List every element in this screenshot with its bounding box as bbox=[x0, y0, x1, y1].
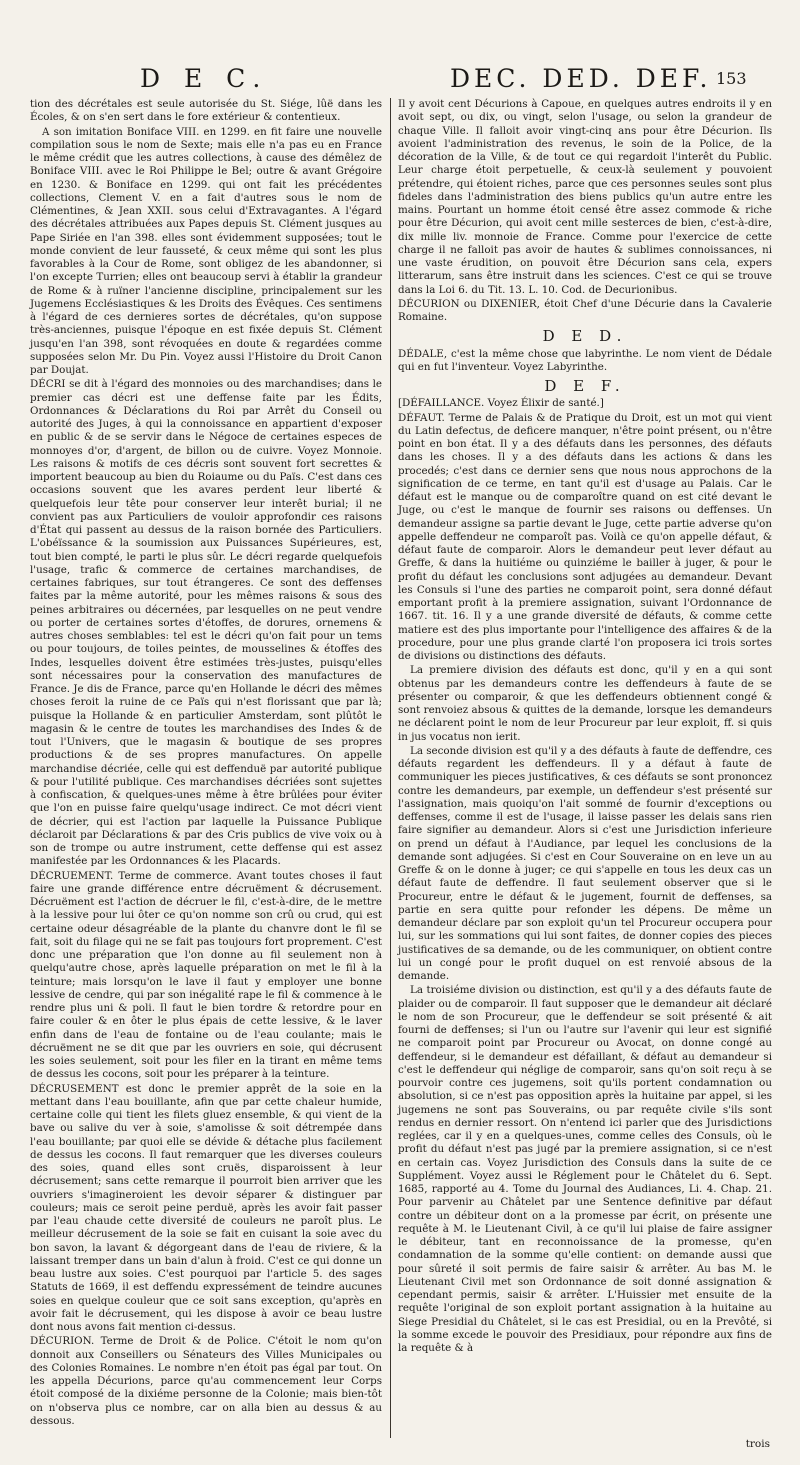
section-heading-ded: D E D. bbox=[542, 327, 628, 346]
entry-defaillance: [DÉFAILLANCE. Voyez Élixir de santé.] bbox=[398, 397, 604, 410]
entry-decri: DÉCRI se dit à l'égard des monnoies ou des marchandises; dans le premier cas décri est une deffense faite par les Édits, Ordonnances & Déclarations du Roi par Arrêt du Conseil ou autorité des Juges, à qui la connoissance en appartient d'exposer en public & de se servir dans le Négoce de certaines especes de monnoyes d'or, d'argent, de billon ou de cuivre. Voyez Monnoie. Les raisons & motifs de ces décris sont souvent fort secrettes & importent beaucoup au bien du Roiaume ou du Païs. C'est dans ces occasions souvent que les avares perdent leur liberté & quelquefois leur tête pour conserver leur interêt burial; il ne convient pas aux Particuliers de vouloir approfondir ces raisons d'État qui passent au dessus de la raison bornée des Particuliers. L'obéïssance & la soumission aux Puissances Supérieures, est, tout bien compté, le parti le plus sûr. Le décri regarde quelquefois l'usage, trafic & commerce de certaines marchandises, de certaines fabriques, sur tout étrangeres. Ce sont des deffenses faites par la même autorité, pour les mêmes raisons & sous des peines arbitraires ou décernées, par lesquelles on ne peut vendre ou porter de certaines sortes d'étoffes, de dorures, ornemens & autres choses semblables: tel est le décri qu'on fait pour un tems ou pour toujours, de toiles peintes, de mousselines & étoffes des Indes, lesquelles doivent être estimées très-justes, puisqu'elles sont nécessaires pour la conservation des manufactures de France. Je dis de France, parce qu'en Hollande le décri des mêmes choses feroit la ruine de ce Païs qui n'est florissant que par là; puisque la Hollande & en particulier Amsterdam, sont plûtôt le magasin & le centre de toutes les marchandises des Indes & de tout l'Univers, que le magasin & boutique de ses propres productions & de ses propres manufactures. On appelle marchandise décriée, celle qui est deffenduë par autorité publique & pour l'utilité publique. Ces marchandises décriées sont sujettes à confiscation, & quelques-unes même à être brûlées pour éviter que l'on en puisse faire quelqu'usage indirect. Ce mot décri vient de décrier, qui est l'action par laquelle la Puissance Publique déclaroit par Déclarations & par des Cris publics de vive voix ou à son de trompe ou autre instrument, cette deffense qui est assez manifestée par les Ordonnances & les Placards. bbox=[30, 378, 382, 868]
header-right-title: DEC. DED. DEF. bbox=[450, 64, 712, 93]
right-column bbox=[398, 98, 772, 1356]
header-left-title: D E C. bbox=[140, 64, 269, 93]
entry-decurion: DÉCURION. Terme de Droit & de Police. C'étoit le nom qu'on donnoit aux Conseillers ou Sénateurs des Villes Municipales ou des Colonies Romaines. Le nombre n'en étoit pas égal par tout. On les appella Décurions, parce qu'au commencement leur Corps étoit composé de la dixiéme personne de la Colonie; mais bien-tôt on n'observa plus ce nombre, car on alla bien au dessus & au dessous. bbox=[30, 1335, 382, 1427]
paragraph: A son imitation Boniface VIII. en 1299. en fit faire une nouvelle compilation sous le nom de Sexte; mais elle n'a pas eu en France le même crédit que les autres collections, à cause des démêlez de Boniface VIII. avec le Roi Philippe le Bel; outre & avant Grégoire en 1230. & Boniface en 1299. qui ont fait les précédentes collections, Clement V. en a fait d'autres sous le nom de Clémentines, & Jean XXII. sous celui d'Extravagantes. A l'égard des décrétales attribuées aux Papes depuis St. Clément jusques au Pape Siriée en l'an 398. elles sont évidemment supposées; tout le monde convient de leur fausseté, & ceux même qui sont les plus favorables à la Cour de Rome, sont obligez de les abandonner, si l'on excepte Turrien; elles ont beaucoup servi à établir la grandeur de Rome & à ruïner l'ancienne discipline, principalement sur les Jugemens Ecclésiastiques & les Droits des Évêques. Ces sentimens à l'égard de ces dernieres sortes de décrétales, qu'on suppose très-anciennes, puisque l'époque en est fixée depuis St. Clément jusqu'en l'an 398, sont révoquées en doute & regardées comme supposées selon Mr. Du Pin. Voyez aussi l'Histoire du Droit Canon par Doujat. bbox=[30, 125, 382, 376]
paragraph: tion des décrétales est seule autorisée du St. Siége, lûë dans les Écoles, & on s'en sert dans le fore extérieur & contentieux. bbox=[30, 98, 382, 124]
left-column bbox=[30, 98, 382, 1429]
paragraph: La premiere division des défauts est donc, qu'il y en a qui sont obtenus par les demandeurs contre les deffendeurs à faute de se présenter ou comparoir, & que les deffendeurs obtiennent congé & sont renvoiez absous & quittes de la demande, lorsque les demandeurs ne déclarent point le nom de leur Procureur par leur exploit, ff. si quis in jus vocatus non ierit. bbox=[398, 664, 772, 743]
entry-dedale: DÉDALE, c'est la même chose que labyrinthe. Le nom vient de Dédale qui en fut l'inventeur. Voyez Labyrinthe. bbox=[398, 347, 772, 373]
entry-defaut: DÉFAUT. Terme de Palais & de Pratique du Droit, est un mot qui vient du Latin defectus, de deficere manquer, n'être point présent, ou n'être point en bon état. Il y a des défauts dans les personnes, des défauts dans les choses. Il y a des défauts dans les actions & dans les procedés; c'est dans ce dernier sens que nous nous approchons de la signification de ce terme, en tant qu'il est d'usage au Palais. Car le défaut est le manque ou de comparoître quand on est cité devant le Juge, ou c'est le manque de fournir ses raisons ou deffenses. Un demandeur assigne sa partie devant le Juge, cette partie adverse qu'on appelle deffendeur ne comparoît pas. Voilà ce qu'on appelle défaut, & défaut faute de comparoir. Alors le demandeur peut lever défaut au Greffe, & dans la huitiéme ou quinziéme le bailler à juger, & pour le profit du défaut les conclusions sont adjugées au demandeur. Devant les Consuls si l'une des parties ne comparoit point, sera donné défaut emportant profit à la premiere assignation, suivant l'Ordonnance de 1667. tit. 16. Il y a une grande diversité de défauts, & comme cette matiere est des plus importante pour l'intelligence des affaires & de la procedure, pour une plus grande clarté l'on proposera ici trois sortes de divisions ou distinctions des défauts. bbox=[398, 411, 772, 662]
entry-decruement: DÉCRUEMENT. Terme de commerce. Avant toutes choses il faut faire une grande différence entre décruëment & décrusement. Décruëment est l'action de décruer le fil, c'est-à-dire, de le mettre à la lessive pour lui ôter ce qu'on nomme son crû ou crud, qui est certaine odeur désagréable de la plante du chanvre dont le fil se fait, soit du filage qui ne se fait pas toujours fort proprement. C'est donc une préparation que l'on donne au fil seulement non à quelqu'autre chose, après laquelle préparation on met le fil à la teinture; mais lorsqu'on le lave il faut y employer une bonne lessive de cendre, qui par son inégalité rape le fil & commence à le rendre plus uni & poli. Il faut le bien tordre & retordre pour en faire couler & en ôter le plus épais de cette lessive, & le laver enfin dans de l'eau de fontaine ou de l'eau coulante; mais le décruëment ne se dit que par les ouvriers en soie, qui décrusent les soies seulement, soit pour les filer en la tirant en même tems de dessus les cocons, soit pour les préparer à la teinture. bbox=[30, 869, 382, 1081]
running-header bbox=[0, 58, 800, 98]
catchword: trois bbox=[745, 1438, 770, 1450]
paragraph: Il y avoit cent Décurions à Capoue, en quelques autres endroits il y en avoit sept, ou dix, ou vingt, selon l'usage, ou selon la grandeur de chaque Ville. Il falloit avoir vingt-cinq ans pour être Décurion. Ils avoient l'administration des revenus, le soin de la Police, de la décoration de la Ville, & de tout ce qui regardoit l'interêt du Public. Leur charge étoit perpetuelle, & ceux-là seulement y pouvoient prétendre, qui étoient riches, parce que ces personnes seules sont plus fideles dans l'administration des biens publics qu'un autre entre les mains. Pourtant un homme étoit censé être assez commode & riche pour être Décurion, qui avoit cent mille sesterces de bien, c'est-à-dire, dix mille liv. monnoie de France. Comme pour l'exercice de cette charge il ne falloit pas avoir de hautes & sublimes connoissances, ni une vaste érudition, on pouvoit être Décurion sans cela, expers litterarum, sans être instruit dans les sciences. C'est ce qui se trouve dans la Loi 6. du Tit. 13. L. 10. Cod. de Decurionibus. bbox=[398, 98, 772, 296]
section-heading-def: D E F. bbox=[544, 377, 626, 395]
page-number: 153 bbox=[716, 69, 747, 88]
paragraph: La troisiéme division ou distinction, est qu'il y a des défauts faute de plaider ou de comparoir. Il faut supposer que le demandeur ait déclaré le nom de son Procureur, que le deffendeur se soit présenté & ait fourni de deffenses; si l'un ou l'autre sur l'avenir qui leur est signifié ne comparoit point par Procureur ou Avocat, on donne congé au deffendeur, si le demandeur est défaillant, & défaut au demandeur si c'est le deffendeur qui néglige de comparoir, sans qu'on soit reçu à se pourvoir contre ces jugemens, soit qu'ils portent condamnation ou absolution, si ce n'est pas opposition après la huitaine par appel, si les jugemens ne sont pas Souverains, ou par requête civile s'ils sont rendus en dernier ressort. On n'entend ici parler que des Jurisdictions reglées, car il y en a quelques-unes, comme celles des Consuls, où le profit du défaut n'est pas jugé par la premiere assignation, si ce n'est en certain cas. Voyez Jurisdiction des Consuls dans la suite de ce Supplément. Voyez aussi le Réglement pour le Châtelet du 6. Sept. 1685, rapporté au 4. Tome du Journal des Audiances, Li. 4. Chap. 21. Pour parvenir au Châtelet par une Sentence definitive par défaut contre un débiteur dont on a la promesse par écrit, on présente une requête à M. le Lieutenant Civil, à ce qu'il lui plaise de faire assigner le débiteur, tant en reconnoissance de la promesse, qu'en condamnation de la somme qu'elle contient: on demande aussi que pour sûreté il soit permis de faire saisir & arrêter. Au bas M. le Lieutenant Civil met son Ordonnance de soit donné assignation & cependant permis, saisir & arrêter. L'Huissier met ensuite de la requête l'original de son exploit portant assignation à la huitaine au Siege Presidial du Châtelet, si le cas est Presidial, ou en la Prevôté, si la somme excede le pouvoir des Presidiaux, pour répondre aux fins de la requête & à bbox=[398, 984, 772, 1354]
entry-decrusement: DÉCRUSEMENT est donc le premier apprêt de la soie en la mettant dans l'eau bouillante, afin que par cette chaleur humide, certaine colle qui tient les filets gluez ensemble, & qui vient de la bave ou salive du ver à soie, s'amolisse & soit détrempée dans l'eau bouillante; par quoi elle se dévide & détache plus facilement de dessus les cocons. Il faut remarquer que les diverses couleurs des soies, quand elles sont cruës, disparoissent à leur décrusement; sans cette remarque il pourroit bien arriver que les ouvriers s'imagineroient les devoir séparer & distinguer par couleurs; mais ce seroit peine perduë, après les avoir fait passer par l'eau chaude cette diversité de couleurs ne paroît plus. Le meilleur décrusement de la soie se fait en cuisant la soie avec du bon savon, la lavant & dégorgeant dans de l'eau de riviere, & la laissant tremper dans un bain d'alun à froid. C'est ce qui donne un beau lustre aux soies. C'est pourquoi par l'article 5. des sages Statuts de 1669, il est deffendu expressément de teindre aucunes soies en quelque couleur que ce soit sans exception, qu'après en avoir fait le décrusement, qui les dispose à avoir ce beau lustre dont nous avons fait mention ci-dessus. bbox=[30, 1082, 382, 1333]
paragraph: La seconde division est qu'il y a des défauts à faute de deffendre, ces défauts regardent les deffendeurs. Il y a défaut à faute de communiquer les pieces justificatives, & ces défauts se sont prononcez contre les demandeurs, par exemple, un deffendeur s'est présenté sur l'assignation, mais quoiqu'on l'ait sommé de fournir d'exceptions ou deffenses, comme il est de l'usage, il laisse passer les delais sans rien faire signifier au demandeur. Alors si c'est une Jurisdiction inferieure on prend un défaut à l'Audiance, par lequel les conclusions de la demande sont adjugées. Si c'est en Cour Souveraine on en leve un au Greffe & on le donne à juger; ce qui s'appelle en tous les deux cas un défaut faute de deffendre. Il faut seulement observer que si le Procureur, entre le défaut & le jugement, fournit de deffenses, sa partie en sera quitte pour refonder les dépens. De même un demandeur déclare par son exploit qu'un tel Procureur occupera pour lui, sur les sommations qui lui sont faites, de donner copies des pieces justificatives de sa demande, ou de les communiquer, on obtient contre lui un congé pour le profit duquel on est renvoié absous de la demande. bbox=[398, 744, 772, 982]
column-divider bbox=[390, 98, 391, 1438]
entry-decurion-dixenier: DÉCURION ou DIXENIER, étoit Chef d'une Décurie dans la Cavalerie Romaine. bbox=[398, 297, 772, 323]
